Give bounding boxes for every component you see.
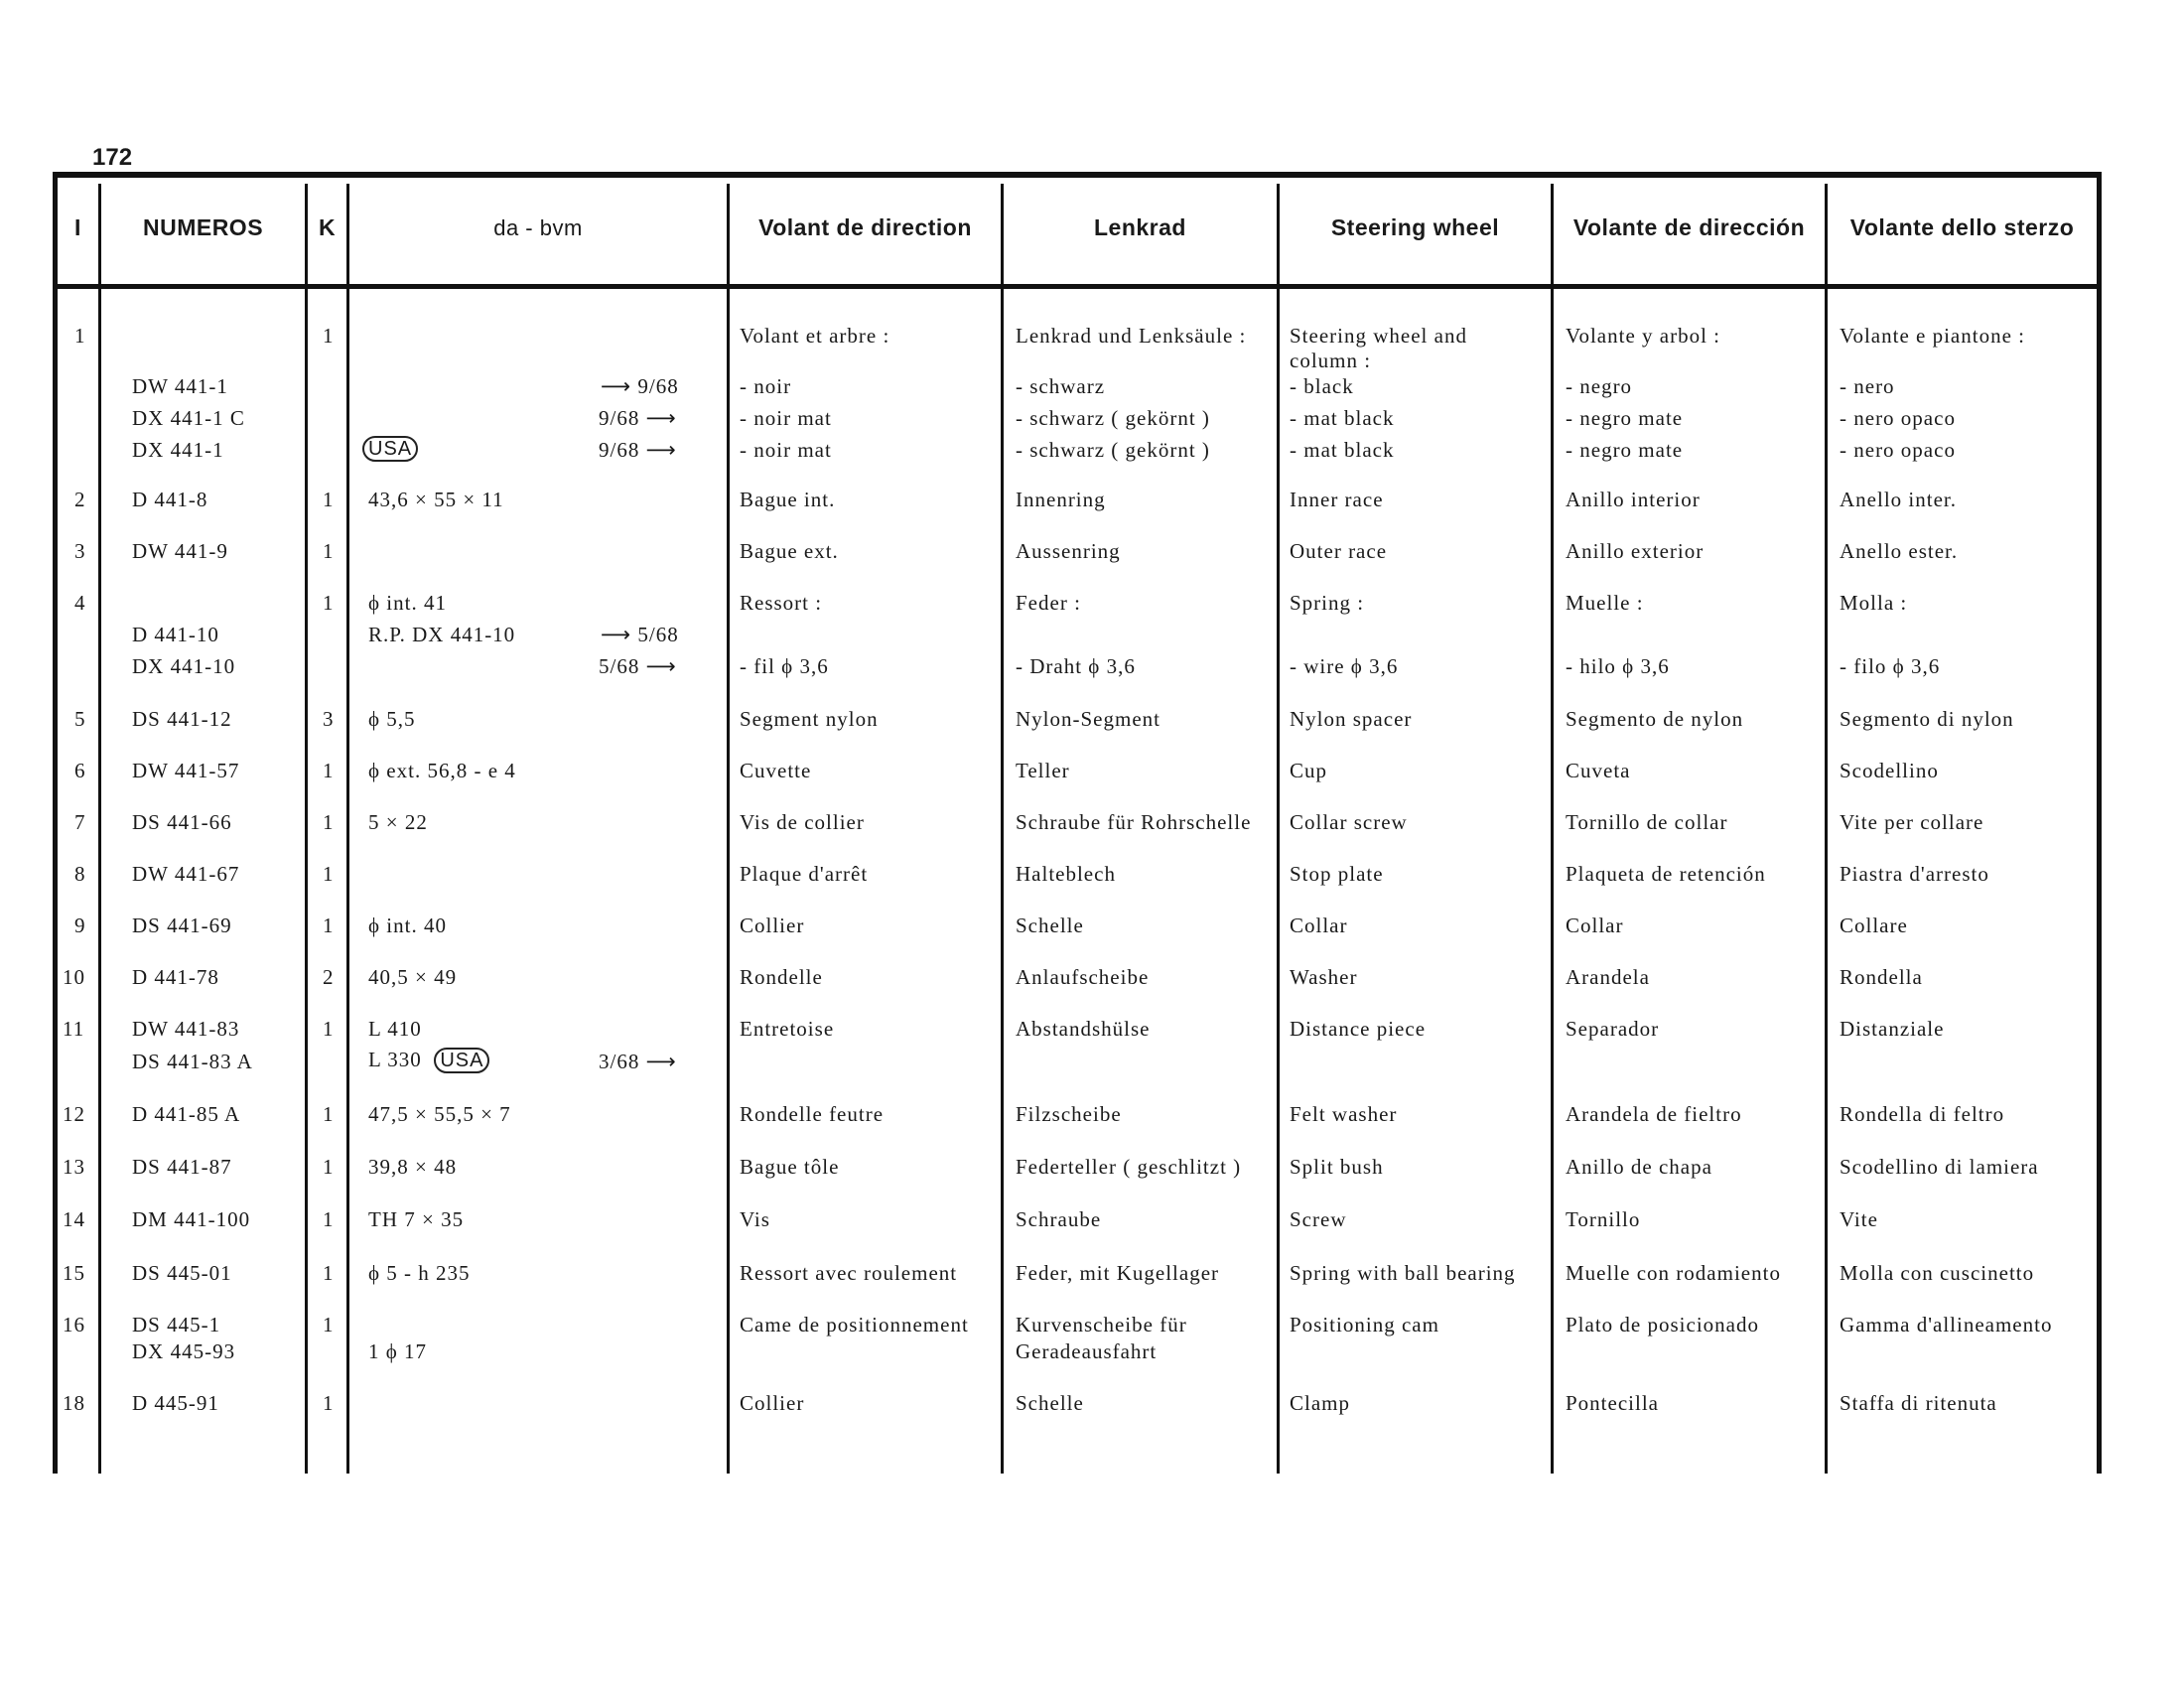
row-index: 18 [63, 1391, 85, 1415]
desc-es: Muelle : [1566, 591, 1644, 615]
desc-fr: - fil ϕ 3,6 [740, 654, 829, 678]
part-number: DW 441-9 [132, 539, 228, 563]
dimensions [368, 1047, 489, 1073]
part-number: DW 441-83 [132, 1017, 240, 1041]
desc-de: Schraube für Rohrschelle [1016, 810, 1252, 834]
row-index: 14 [63, 1207, 85, 1231]
row-index: 7 [74, 810, 86, 834]
desc-en: Collar screw [1290, 810, 1408, 834]
from-date [599, 653, 677, 679]
row-index: 13 [63, 1155, 85, 1179]
desc-fr: - noir mat [740, 406, 832, 430]
desc-es: Anillo exterior [1566, 539, 1705, 563]
desc-it: Distanziale [1840, 1017, 1945, 1041]
usa-badge [362, 435, 418, 462]
date: 3/68 [599, 1050, 640, 1073]
part-number: DW 441-1 [132, 374, 228, 398]
desc-de: Abstandshülse [1016, 1017, 1151, 1041]
desc-fr: Ressort avec roulement [740, 1261, 958, 1285]
header-bottom-border [58, 284, 2102, 289]
parts-table [53, 172, 2102, 1474]
part-number: DX 441-1 [132, 438, 224, 462]
desc-fr: Collier [740, 1391, 805, 1415]
date: 5/68 [637, 623, 679, 646]
header-english: Steering wheel [1330, 214, 1500, 240]
desc-de: - schwarz [1016, 374, 1106, 398]
dimensions: 40,5 × 49 [368, 965, 458, 989]
dimensions: ϕ int. 41 [368, 591, 447, 615]
part-number: DS 445-1 [132, 1313, 221, 1336]
column-separator [1277, 184, 1280, 1474]
desc-de: - schwarz ( gekörnt ) [1016, 438, 1210, 462]
part-number: D 441-78 [132, 965, 219, 989]
dimensions: 47,5 × 55,5 × 7 [368, 1102, 511, 1126]
desc-it: Rondella di feltro [1840, 1102, 2005, 1126]
part-number: D 441-8 [132, 488, 208, 511]
column-separator [1001, 184, 1004, 1474]
desc-es: - negro [1566, 374, 1633, 398]
desc-en: column : [1290, 349, 1372, 372]
date: 9/68 [599, 438, 640, 462]
desc-es: Plato de posicionado [1566, 1313, 1759, 1336]
until-date [601, 373, 679, 399]
arrow-icon: ⟶ [601, 374, 632, 398]
desc-en: Stop plate [1290, 862, 1384, 886]
header-k: K [318, 214, 337, 240]
desc-it: Staffa di ritenuta [1840, 1391, 1997, 1415]
row-quantity: 1 [323, 1261, 335, 1285]
dimensions: TH 7 × 35 [368, 1207, 465, 1231]
arrow-icon: ⟶ [645, 438, 677, 462]
desc-en: - black [1290, 374, 1354, 398]
desc-it: Anello ester. [1840, 539, 1959, 563]
desc-it: - nero opaco [1840, 406, 1956, 430]
row-quantity: 1 [323, 1102, 335, 1126]
dimensions: ϕ ext. 56,8 - e 4 [368, 759, 516, 782]
row-quantity: 1 [323, 488, 335, 511]
row-quantity: 1 [323, 914, 335, 937]
desc-fr: Vis de collier [740, 810, 865, 834]
desc-es: Anillo de chapa [1566, 1155, 1712, 1179]
from-date [599, 1049, 677, 1074]
part-number: DW 441-67 [132, 862, 240, 886]
until-date [601, 622, 679, 647]
desc-fr: Rondelle [740, 965, 823, 989]
desc-en: Steering wheel and [1290, 324, 1467, 348]
date: 5/68 [599, 654, 640, 678]
part-number: DX 445-93 [132, 1339, 236, 1363]
row-quantity: 1 [323, 591, 335, 615]
desc-it: Anello inter. [1840, 488, 1957, 511]
part-number: DS 441-12 [132, 707, 232, 731]
desc-de: Schraube [1016, 1207, 1102, 1231]
desc-en: - mat black [1290, 406, 1395, 430]
date: 9/68 [637, 374, 679, 398]
desc-de: Lenkrad und Lenksäule : [1016, 324, 1247, 348]
desc-en: Cup [1290, 759, 1328, 782]
desc-de: - schwarz ( gekörnt ) [1016, 406, 1210, 430]
desc-fr: Volant et arbre : [740, 324, 890, 348]
row-index: 5 [74, 707, 86, 731]
desc-de: Anlaufscheibe [1016, 965, 1150, 989]
row-index: 6 [74, 759, 86, 782]
desc-es: Separador [1566, 1017, 1660, 1041]
desc-es: Anillo interior [1566, 488, 1701, 511]
desc-fr: - noir mat [740, 438, 832, 462]
desc-en: Outer race [1290, 539, 1388, 563]
row-index: 15 [63, 1261, 85, 1285]
row-quantity: 1 [323, 1017, 335, 1041]
desc-de: Innenring [1016, 488, 1106, 511]
desc-de: Halteblech [1016, 862, 1116, 886]
header-italian: Volante dello sterzo [1849, 214, 2075, 240]
part-number: DS 441-66 [132, 810, 232, 834]
desc-de: - Draht ϕ 3,6 [1016, 654, 1136, 678]
column-separator [346, 184, 349, 1474]
row-index: 16 [63, 1313, 85, 1336]
dimensions: 1 ϕ 17 [368, 1339, 428, 1363]
part-number: D 441-10 [132, 623, 219, 646]
desc-de: Schelle [1016, 914, 1084, 937]
desc-fr: Vis [740, 1207, 770, 1231]
desc-en: Positioning cam [1290, 1313, 1439, 1336]
desc-es: Arandela de fieltro [1566, 1102, 1742, 1126]
header-spanish: Volante de dirección [1572, 214, 1806, 240]
part-number: DW 441-57 [132, 759, 240, 782]
dimensions: ϕ 5,5 [368, 707, 416, 731]
desc-it: Vite [1840, 1207, 1878, 1231]
arrow-icon: ⟶ [645, 406, 677, 430]
header-index: I [74, 214, 81, 240]
desc-en: - mat black [1290, 438, 1395, 462]
desc-en: Collar [1290, 914, 1348, 937]
desc-es: - negro mate [1566, 406, 1684, 430]
desc-de: Geradeausfahrt [1016, 1339, 1158, 1363]
row-index: 8 [74, 862, 86, 886]
part-number: DS 441-83 A [132, 1050, 253, 1073]
arrow-icon: ⟶ [645, 1050, 677, 1073]
row-index: 9 [74, 914, 86, 937]
desc-fr: Rondelle feutre [740, 1102, 885, 1126]
desc-en: Split bush [1290, 1155, 1384, 1179]
desc-de: Federteller ( geschlitzt ) [1016, 1155, 1242, 1179]
desc-it: Volante e piantone : [1840, 324, 2025, 348]
row-index: 4 [74, 591, 86, 615]
desc-it: Scodellino [1840, 759, 1939, 782]
row-quantity: 1 [323, 1207, 335, 1231]
desc-it: - nero opaco [1840, 438, 1956, 462]
desc-it: Collare [1840, 914, 1908, 937]
desc-fr: Ressort : [740, 591, 823, 615]
column-separator [727, 184, 730, 1474]
part-number: DM 441-100 [132, 1207, 251, 1231]
desc-es: Tornillo [1566, 1207, 1641, 1231]
column-separator [1551, 184, 1554, 1474]
desc-en: Nylon spacer [1290, 707, 1413, 731]
desc-it: Gamma d'allineamento [1840, 1313, 2053, 1336]
desc-fr: Bague tôle [740, 1155, 840, 1179]
desc-en: Distance piece [1290, 1017, 1427, 1041]
row-index: 3 [74, 539, 86, 563]
row-quantity: 1 [323, 759, 335, 782]
desc-fr: Plaque d'arrêt [740, 862, 869, 886]
row-index: 12 [63, 1102, 85, 1126]
row-index: 11 [63, 1017, 85, 1041]
date: 9/68 [599, 406, 640, 430]
usa-label: USA [434, 1048, 489, 1073]
replacement-part: R.P. DX 441-10 [368, 623, 516, 646]
row-quantity: 1 [323, 324, 335, 348]
desc-en: Spring : [1290, 591, 1365, 615]
row-quantity: 2 [323, 965, 335, 989]
desc-it: Piastra d'arresto [1840, 862, 1989, 886]
row-quantity: 1 [323, 810, 335, 834]
desc-es: Pontecilla [1566, 1391, 1659, 1415]
desc-de: Feder, mit Kugellager [1016, 1261, 1220, 1285]
desc-en: Washer [1290, 965, 1358, 989]
row-index: 10 [63, 965, 85, 989]
desc-de: Kurvenscheibe für [1016, 1313, 1187, 1336]
desc-en: Felt washer [1290, 1102, 1398, 1126]
desc-it: Molla con cuscinetto [1840, 1261, 2035, 1285]
desc-fr: Segment nylon [740, 707, 879, 731]
part-number: DS 441-87 [132, 1155, 232, 1179]
row-quantity: 1 [323, 1155, 335, 1179]
header-german: Lenkrad [1094, 214, 1186, 240]
header-french: Volant de direction [758, 214, 972, 240]
desc-it: Segmento di nylon [1840, 707, 2014, 731]
desc-fr: Entretoise [740, 1017, 835, 1041]
row-quantity: 1 [323, 539, 335, 563]
dimensions: 5 × 22 [368, 810, 428, 834]
dimensions: ϕ int. 40 [368, 914, 447, 937]
desc-es: Tornillo de collar [1566, 810, 1728, 834]
desc-es: - hilo ϕ 3,6 [1566, 654, 1670, 678]
desc-it: Rondella [1840, 965, 1923, 989]
row-quantity: 1 [323, 1313, 335, 1336]
part-number: D 441-85 A [132, 1102, 241, 1126]
length: L 330 [368, 1048, 422, 1071]
part-number: D 445-91 [132, 1391, 219, 1415]
dimensions: ϕ 5 - h 235 [368, 1261, 471, 1285]
desc-es: Plaqueta de retención [1566, 862, 1766, 886]
dimensions: 43,6 × 55 × 11 [368, 488, 504, 511]
desc-es: Cuveta [1566, 759, 1631, 782]
desc-fr: - noir [740, 374, 792, 398]
desc-en: - wire ϕ 3,6 [1290, 654, 1399, 678]
desc-it: Scodellino di lamiera [1840, 1155, 2039, 1179]
column-separator [305, 184, 308, 1474]
desc-en: Screw [1290, 1207, 1347, 1231]
dimensions: L 410 [368, 1017, 422, 1041]
arrow-icon: ⟶ [601, 623, 632, 646]
part-number: DX 441-1 C [132, 406, 245, 430]
desc-es: Segmento de nylon [1566, 707, 1744, 731]
row-quantity: 3 [323, 707, 335, 731]
desc-de: Filzscheibe [1016, 1102, 1122, 1126]
part-number: DS 445-01 [132, 1261, 232, 1285]
part-number: DX 441-10 [132, 654, 236, 678]
column-separator [98, 184, 101, 1474]
row-quantity: 1 [323, 1391, 335, 1415]
desc-en: Inner race [1290, 488, 1384, 511]
row-index: 2 [74, 488, 86, 511]
header-da-bvm: da - bvm [493, 214, 583, 240]
desc-de: Teller [1016, 759, 1070, 782]
desc-es: - negro mate [1566, 438, 1684, 462]
row-index: 1 [74, 324, 86, 348]
table-right-border [2097, 172, 2102, 1474]
desc-es: Arandela [1566, 965, 1650, 989]
desc-es: Muelle con rodamiento [1566, 1261, 1781, 1285]
desc-fr: Bague int. [740, 488, 836, 511]
desc-fr: Collier [740, 914, 805, 937]
page-number: 172 [92, 144, 133, 171]
desc-fr: Came de positionnement [740, 1313, 969, 1336]
desc-it: - filo ϕ 3,6 [1840, 654, 1941, 678]
part-number: DS 441-69 [132, 914, 232, 937]
header-numeros: NUMEROS [142, 214, 264, 240]
row-quantity: 1 [323, 862, 335, 886]
desc-es: Volante y arbol : [1566, 324, 1721, 348]
desc-de: Nylon-Segment [1016, 707, 1160, 731]
desc-de: Aussenring [1016, 539, 1121, 563]
arrow-icon: ⟶ [645, 654, 677, 678]
from-date [599, 437, 677, 463]
desc-it: Vite per collare [1840, 810, 1984, 834]
desc-it: - nero [1840, 374, 1895, 398]
desc-es: Collar [1566, 914, 1624, 937]
dimensions: 39,8 × 48 [368, 1155, 458, 1179]
desc-de: Schelle [1016, 1391, 1084, 1415]
desc-fr: Cuvette [740, 759, 812, 782]
from-date [599, 405, 677, 431]
usa-label: USA [362, 436, 418, 462]
desc-fr: Bague ext. [740, 539, 839, 563]
column-separator [1825, 184, 1828, 1474]
desc-it: Molla : [1840, 591, 1908, 615]
desc-en: Spring with ball bearing [1290, 1261, 1516, 1285]
desc-en: Clamp [1290, 1391, 1350, 1415]
table-left-border [53, 172, 58, 1474]
desc-de: Feder : [1016, 591, 1081, 615]
